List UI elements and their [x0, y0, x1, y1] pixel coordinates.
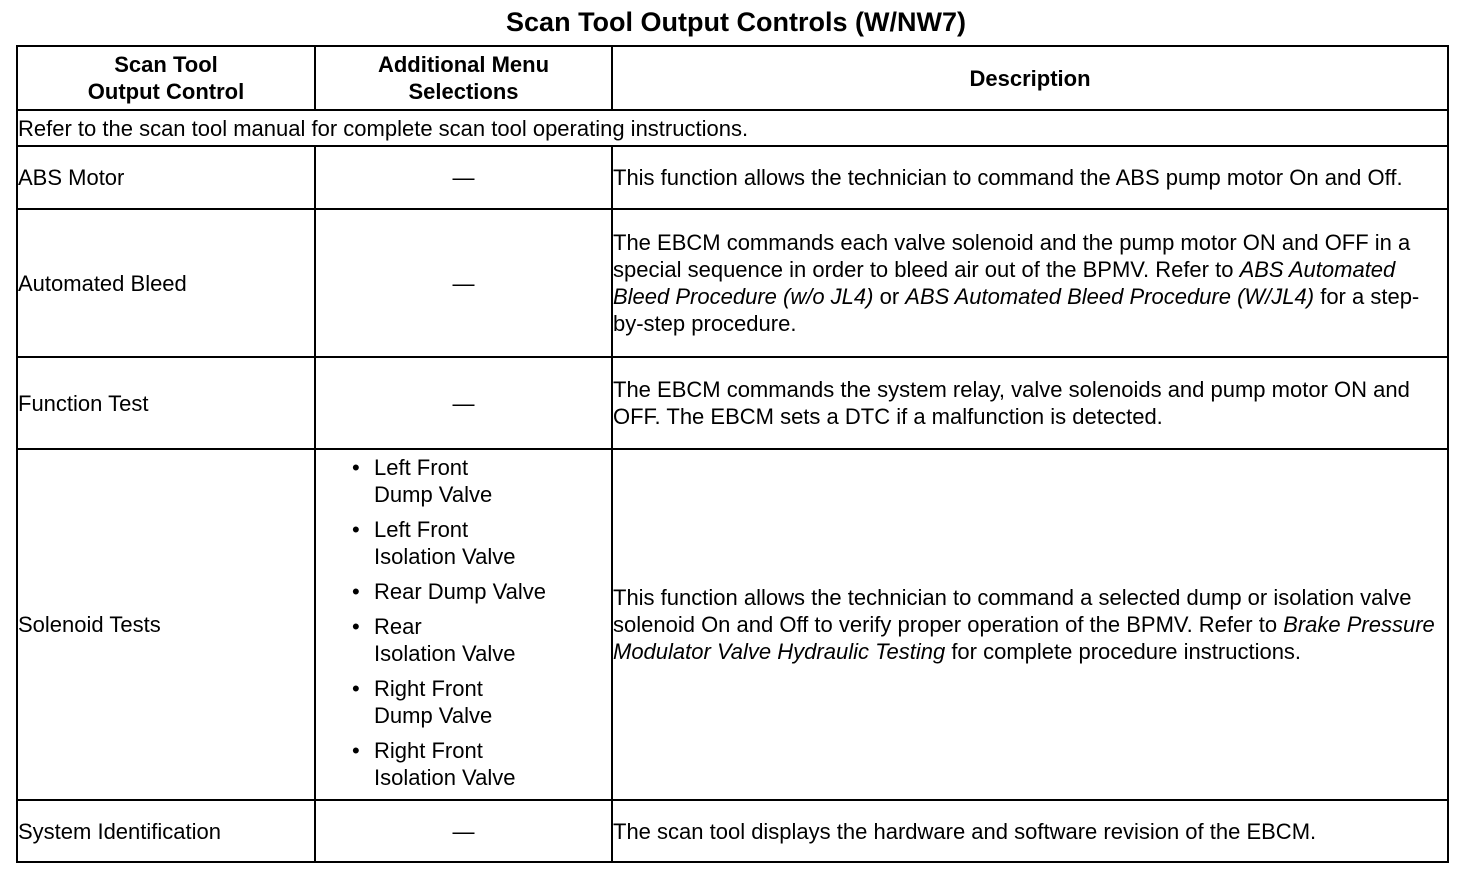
page-title: Scan Tool Output Controls (W/NW7)	[506, 7, 966, 37]
description-system-identification: The scan tool displays the hardware and software revision of the EBCM.	[612, 800, 1448, 862]
note-row	[17, 110, 1448, 146]
scan-tool-note: Refer to the scan tool manual for complete scan tool operating instructions.	[17, 110, 1448, 146]
link-bpmv-hydraulic-testing[interactable]: Brake Pressure Modulator Valve Hydraulic Testing	[613, 612, 1435, 664]
header-output-control-line1: Scan Tool	[114, 52, 218, 77]
link-bleed-procedure-without-jl4[interactable]: ABS Automated Bleed Procedure (w/o JL4)	[613, 257, 1396, 309]
header-output-control	[17, 46, 315, 110]
list-item: • Rear Dump Valve	[352, 579, 546, 604]
table-row	[17, 800, 1448, 862]
bullet-icon: •	[352, 579, 360, 604]
list-item: • Rear Isolation Valve	[352, 614, 516, 666]
selection-none: —	[315, 357, 612, 449]
list-item: • Left Front Dump Valve	[352, 455, 493, 507]
selection-none: —	[315, 146, 612, 209]
table-row	[17, 449, 1448, 800]
table-row	[17, 357, 1448, 449]
output-controls-table	[16, 45, 1449, 863]
bullet-icon: •	[352, 614, 360, 639]
header-menu-selections-line2: Selections	[408, 79, 519, 104]
selection-none: —	[315, 800, 612, 862]
description-abs-motor: This function allows the technician to command the ABS pump motor On and Off.	[612, 146, 1448, 209]
header-menu-selections	[315, 46, 612, 110]
description-solenoid-tests: This function allows the technician to command a selected dump or isolation valve solenoid On and Off to verify proper operation of the BPMV. Refer to Brake Pressure Modulator Valve Hydraulic Testing for complete procedure instructions.	[612, 449, 1448, 800]
header-output-control-line2: Output Control	[87, 79, 245, 104]
selection-none: —	[315, 209, 612, 357]
bullet-icon: •	[352, 517, 360, 542]
control-abs-motor: ABS Motor	[17, 146, 315, 209]
bullet-icon: •	[352, 738, 360, 763]
table-header-row	[17, 46, 1448, 110]
header-menu-selections-line1: Additional Menu	[377, 52, 550, 77]
header-description: Description	[612, 46, 1448, 110]
control-solenoid-tests: Solenoid Tests	[17, 449, 315, 800]
table-row	[17, 146, 1448, 209]
link-bleed-procedure-with-jl4[interactable]: ABS Automated Bleed Procedure (W/JL4)	[905, 284, 1315, 309]
bullet-icon: •	[352, 455, 360, 480]
description-function-test: The EBCM commands the system relay, valve solenoids and pump motor ON and OFF. The EBCM sets a DTC if a malfunction is detected.	[612, 357, 1448, 449]
description-automated-bleed: The EBCM commands each valve solenoid and the pump motor ON and OFF in a special sequence in order to bleed air out of the BPMV. Refer to ABS Automated Bleed Procedure (w/o JL4) or ABS Automated Bleed Procedure (W/JL4) for a step-by-step procedure.	[612, 209, 1448, 357]
control-system-identification: System Identification	[17, 800, 315, 862]
control-function-test: Function Test	[17, 357, 315, 449]
selection-list	[316, 454, 611, 791]
solenoid-selections	[315, 449, 612, 800]
bullet-icon: •	[352, 676, 360, 701]
list-item: • Right Front Isolation Valve	[352, 738, 516, 790]
list-item: • Left Front Isolation Valve	[352, 517, 516, 569]
list-item: • Right Front Dump Valve	[352, 676, 493, 728]
control-automated-bleed: Automated Bleed	[17, 209, 315, 357]
table-row	[17, 209, 1448, 357]
